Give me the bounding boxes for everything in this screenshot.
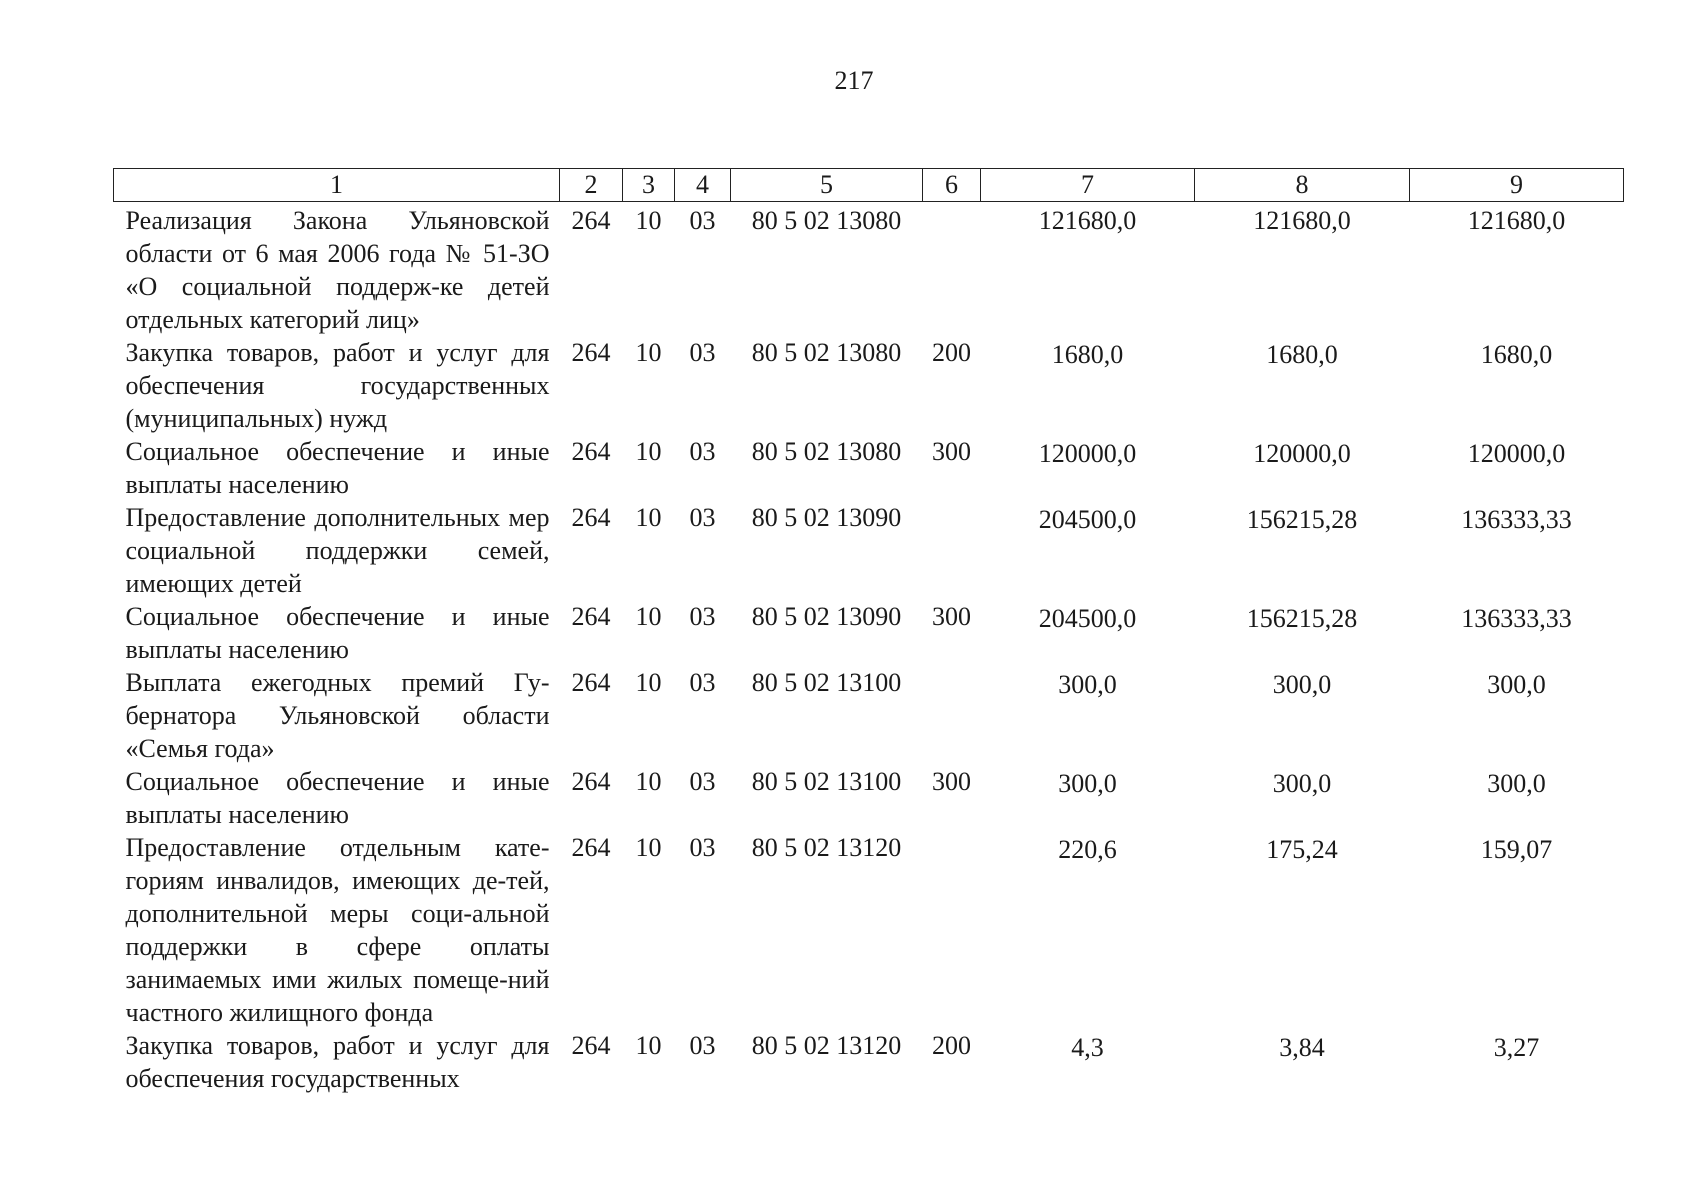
row-amount-8: 175,24	[1266, 835, 1338, 864]
row-section-code: 10	[635, 767, 662, 796]
row-amount-7: 220,6	[1058, 835, 1117, 864]
row-amount-8: 120000,0	[1253, 439, 1351, 468]
row-target-code: 80 5 02 13090	[751, 602, 902, 631]
row-ministry-code: 264	[571, 338, 611, 367]
row-name: Предоставление отдельным кате-гориям инвалидов, имеющих де-тей, дополнительной меры соци-альной поддержки в сфере оплаты занимаемых ими жилых помеще-ний частного жилищного фонда	[125, 833, 550, 1027]
budget-table	[113, 168, 1624, 1095]
row-subsection-code: 03	[689, 833, 716, 862]
row-section-code: 10	[635, 602, 662, 631]
row-target-code: 80 5 02 13080	[751, 338, 902, 367]
row-section-code: 10	[635, 1031, 662, 1060]
row-amount-9: 121680,0	[1467, 206, 1566, 235]
row-target-code: 80 5 02 13100	[751, 668, 902, 697]
table-row	[114, 1029, 1624, 1095]
row-amount-9: 120000,0	[1467, 439, 1566, 468]
column-header-7: 7	[981, 169, 1195, 202]
row-ministry-code: 264	[571, 833, 611, 862]
column-header-1: 1	[114, 169, 560, 202]
row-ministry-code: 264	[571, 206, 611, 235]
row-amount-7: 120000,0	[1038, 439, 1137, 468]
row-amount-7: 204500,0	[1038, 505, 1137, 534]
row-expense-type	[923, 831, 981, 1029]
row-subsection-code: 03	[689, 338, 716, 367]
row-amount-8: 156215,28	[1246, 604, 1358, 633]
row-name: Реализация Закона Ульяновской области от 6 мая 2006 года № 51-ЗО «О социальной поддерж-ке детей отдельных категорий лиц»	[125, 206, 550, 334]
row-expense-type	[923, 202, 981, 337]
row-subsection-code: 03	[689, 668, 716, 697]
row-amount-7: 121680,0	[1038, 206, 1137, 235]
row-amount-9: 159,07	[1480, 835, 1553, 864]
row-ministry-code: 264	[571, 602, 611, 631]
column-header-2: 2	[560, 169, 623, 202]
row-amount-7: 4,3	[1071, 1033, 1104, 1062]
column-header-9: 9	[1410, 169, 1624, 202]
row-subsection-code: 03	[689, 602, 716, 631]
row-target-code: 80 5 02 13100	[751, 767, 902, 796]
table-row	[114, 765, 1624, 831]
table-row	[114, 202, 1624, 337]
row-amount-8: 300,0	[1272, 769, 1332, 798]
row-ministry-code: 264	[571, 668, 611, 697]
row-target-code: 80 5 02 13090	[751, 503, 902, 532]
row-subsection-code: 03	[689, 206, 716, 235]
row-amount-9: 3,27	[1493, 1033, 1540, 1062]
row-ministry-code: 264	[571, 767, 611, 796]
row-amount-7: 300,0	[1058, 769, 1117, 798]
row-expense-type: 300	[932, 602, 971, 631]
header-row	[114, 169, 1624, 202]
row-expense-type: 200	[932, 1031, 971, 1060]
table-row	[114, 831, 1624, 1029]
table-row	[114, 666, 1624, 765]
table-header	[114, 169, 1624, 202]
page-number: 217	[834, 66, 874, 95]
column-header-5: 5	[731, 169, 923, 202]
row-expense-type	[923, 501, 981, 600]
column-header-4: 4	[675, 169, 731, 202]
row-name: Социальное обеспечение и иные выплаты населению	[125, 437, 550, 499]
row-name: Выплата ежегодных премий Гу-бернатора Ульяновской области «Семья года»	[125, 668, 550, 763]
row-expense-type	[923, 666, 981, 765]
row-name: Предоставление дополнительных мер социальной поддержки семей, имеющих детей	[125, 503, 550, 598]
row-target-code: 80 5 02 13080	[751, 206, 902, 235]
row-amount-8: 1680,0	[1266, 340, 1338, 369]
row-amount-9: 136333,33	[1461, 505, 1572, 534]
row-target-code: 80 5 02 13120	[751, 1031, 902, 1060]
row-amount-7: 204500,0	[1038, 604, 1137, 633]
row-subsection-code: 03	[689, 1031, 716, 1060]
row-name: Закупка товаров, работ и услуг для обеспечения государственных	[125, 1031, 550, 1093]
row-expense-type: 200	[932, 338, 971, 367]
row-ministry-code: 264	[571, 503, 611, 532]
row-section-code: 10	[635, 437, 662, 466]
row-amount-8: 300,0	[1272, 670, 1332, 699]
row-section-code: 10	[635, 206, 662, 235]
row-name: Социальное обеспечение и иные выплаты населению	[125, 767, 550, 829]
table-row	[114, 600, 1624, 666]
row-target-code: 80 5 02 13120	[751, 833, 902, 862]
row-amount-7: 1680,0	[1051, 340, 1124, 369]
row-name: Социальное обеспечение и иные выплаты населению	[125, 602, 550, 664]
table-row	[114, 435, 1624, 501]
row-ministry-code: 264	[571, 437, 611, 466]
column-header-8: 8	[1195, 169, 1410, 202]
row-subsection-code: 03	[689, 437, 716, 466]
row-section-code: 10	[635, 668, 662, 697]
row-amount-8: 3,84	[1279, 1033, 1325, 1062]
table-body	[114, 202, 1624, 1096]
table-row	[114, 501, 1624, 600]
row-section-code: 10	[635, 833, 662, 862]
row-amount-7: 300,0	[1058, 670, 1117, 699]
row-target-code: 80 5 02 13080	[751, 437, 902, 466]
row-ministry-code: 264	[571, 1031, 611, 1060]
row-amount-9: 300,0	[1487, 769, 1546, 798]
row-subsection-code: 03	[689, 503, 716, 532]
row-name: Закупка товаров, работ и услуг для обеспечения государственных (муниципальных) нужд	[125, 338, 550, 433]
table-row	[114, 336, 1624, 435]
row-amount-8: 156215,28	[1246, 505, 1358, 534]
row-amount-9: 136333,33	[1461, 604, 1572, 633]
row-subsection-code: 03	[689, 767, 716, 796]
row-expense-type: 300	[932, 437, 971, 466]
row-expense-type: 300	[932, 767, 971, 796]
column-header-3: 3	[623, 169, 675, 202]
column-header-6: 6	[923, 169, 981, 202]
row-section-code: 10	[635, 338, 662, 367]
row-amount-9: 1680,0	[1480, 340, 1553, 369]
row-amount-9: 300,0	[1487, 670, 1546, 699]
row-amount-8: 121680,0	[1253, 206, 1351, 235]
row-section-code: 10	[635, 503, 662, 532]
